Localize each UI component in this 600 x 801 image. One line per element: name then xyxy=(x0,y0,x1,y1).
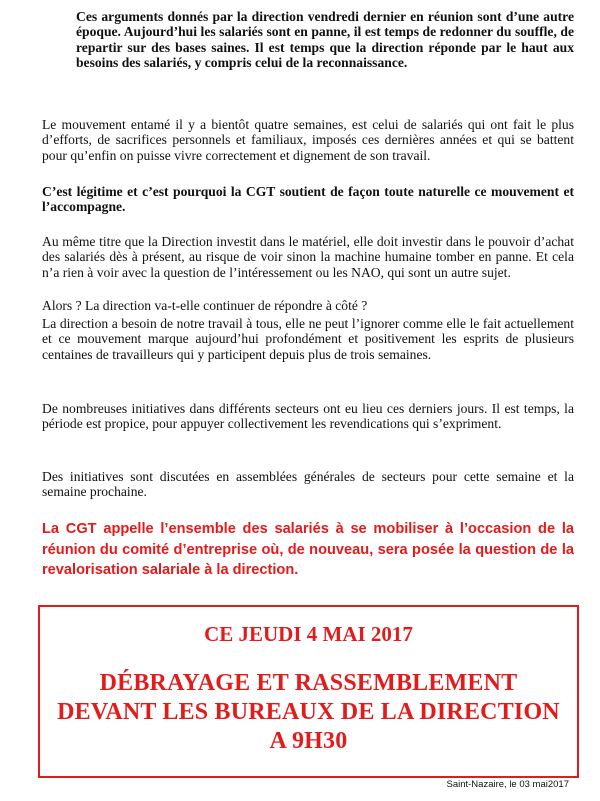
place-date-footer: Saint-Nazaire, le 03 mai2017 xyxy=(446,779,569,790)
announcement-date: CE JEUDI 4 MAI 2017 xyxy=(204,622,413,646)
cgt-support-paragraph: C’est légitime et c’est pourquoi la CGT soutient de façon toute naturelle ce mouvement et l’accompagne. xyxy=(42,184,574,215)
body-paragraph: La direction a besoin de notre travail à tous, elle ne peut l’ignorer comme elle le fait actuellement et ce mouvement marque aujourd’hui profondément et positivement les esprits de plusieurs centaines de travailleurs qui y participent depuis plus de trois semaines. xyxy=(42,316,574,362)
body-paragraph: De nombreuses initiatives dans différents secteurs ont eu lieu ces derniers jours. Il est temps, la période est propice, pour appuyer collectivement les revendications qui s’expriment. xyxy=(42,401,574,432)
body-paragraph: Alors ? La direction va-t-elle continuer de répondre à côté ? xyxy=(42,298,368,313)
announcement-line: DÉBRAYAGE ET RASSEMBLEMENT xyxy=(99,670,518,696)
announcement-box xyxy=(38,605,579,778)
body-paragraph: Le mouvement entamé il y a bientôt quatre semaines, est celui de salariés qui ont fait le plus d’efforts, de sacrifices personnels et familiaux, imposés ces dernières années et qui se battent pour qu’enfin on puisse vivre correctement et dignement de son travail. xyxy=(42,117,574,163)
announcement-time: A 9H30 xyxy=(269,728,348,754)
announcement-line: DEVANT LES BUREAUX DE LA DIRECTION xyxy=(57,699,560,725)
call-to-action: La CGT appelle l’ensemble des salariés à se mobiliser à l’occasion de la réunion du comité d’entreprise où, de nouveau, sera posée la question de la revalorisation salariale à la direction. xyxy=(42,521,574,578)
body-paragraph: Au même titre que la Direction investit dans le matériel, elle doit investir dans le pouvoir d’achat des salariés dès à présent, au risque de voir sinon la machine humaine tomber en panne. Et cela n’a rien à voir avec la question de l’intéressement ou les NAO, qui sont un autre sujet. xyxy=(42,234,574,280)
body-paragraph: Des initiatives sont discutées en assemblées générales de secteurs pour cette semaine et la semaine prochaine. xyxy=(42,469,574,500)
intro-paragraph: Ces arguments donnés par la direction vendredi dernier en réunion sont d’une autre époque. Aujourd’hui les salariés sont en panne, il est temps de redonner du souffle, de repartir sur des bases saines. Il est temps que la direction réponde par le haut aux besoins des salariés, y compris celui de la reconnaissance. xyxy=(76,9,574,71)
